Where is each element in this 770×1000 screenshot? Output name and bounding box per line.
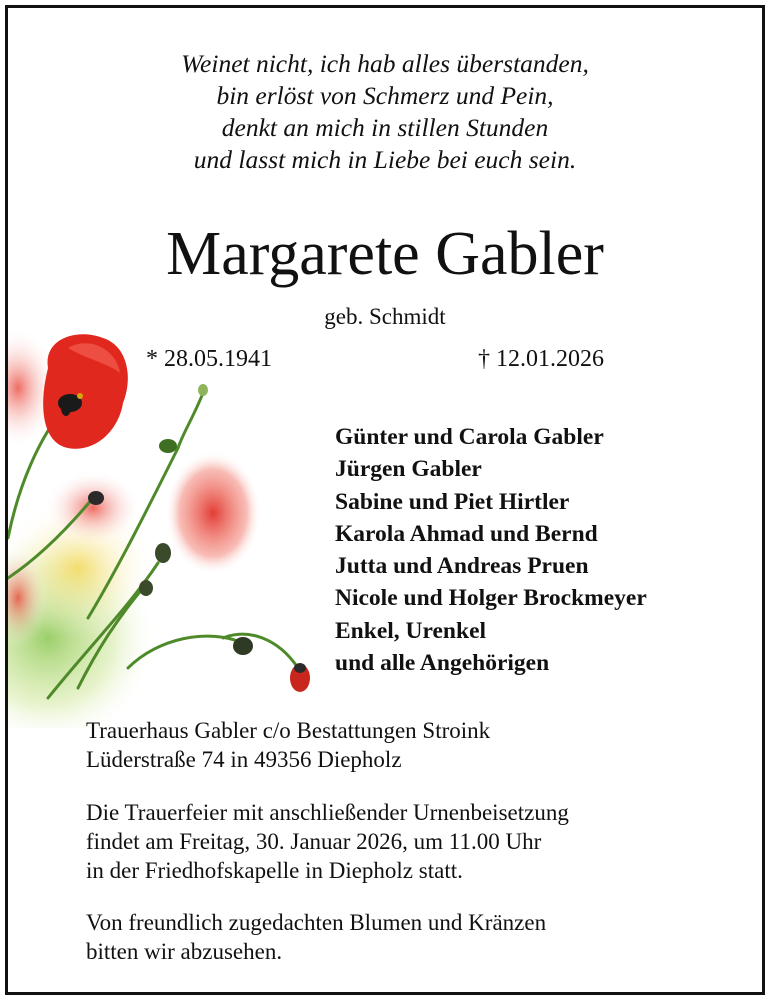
address-block <box>86 716 490 774</box>
poem <box>8 48 762 176</box>
obituary-frame <box>5 5 765 995</box>
deceased-name: Margarete Gabler <box>166 220 604 288</box>
address-line: Trauerhaus Gabler c/o Bestattungen Stroink <box>86 718 491 743</box>
mourner-line: Günter und Carola Gabler <box>335 424 604 450</box>
mourner-line: Karola Ahmad und Bernd <box>335 520 598 547</box>
request-line: bitten wir abzusehen. <box>86 939 283 964</box>
mourner-line: Jürgen Gabler <box>335 456 482 483</box>
birth-name: geb. Schmidt <box>324 304 446 329</box>
mourner-line: Enkel, Urenkel <box>335 617 487 644</box>
poem-line: und lasst mich in Liebe bei euch sein. <box>193 145 577 174</box>
service-line: in der Friedhofskapelle in Diepholz statt. <box>86 858 463 883</box>
service-line: Die Trauerfeier mit anschließender Urnenbeisetzung <box>86 800 569 825</box>
mourner-line: Nicole und Holger Brockmeyer <box>335 585 647 612</box>
address-line: Lüderstraße 74 in 49356 Diepholz <box>86 747 402 772</box>
death-date: † 12.01.2026 <box>478 346 604 372</box>
mourner-line: und alle Angehörigen <box>335 650 550 677</box>
poem-line: bin erlöst von Schmerz und Pein, <box>216 81 554 110</box>
poem-line: denkt an mich in stillen Stunden <box>221 113 549 142</box>
service-info <box>86 798 569 885</box>
flower-request <box>86 908 546 966</box>
request-line: Von freundlich zugedachten Blumen und Kränzen <box>86 910 547 935</box>
poem-line: Weinet nicht, ich hab alles überstanden, <box>181 49 589 78</box>
mourner-line: Sabine und Piet Hirtler <box>335 488 570 515</box>
birth-date: * 28.05.1941 <box>146 346 272 372</box>
mourners-list <box>335 421 647 679</box>
mourner-line: Jutta und Andreas Pruen <box>335 553 589 580</box>
service-line: findet am Freitag, 30. Januar 2026, um 11.00 Uhr <box>86 829 542 854</box>
